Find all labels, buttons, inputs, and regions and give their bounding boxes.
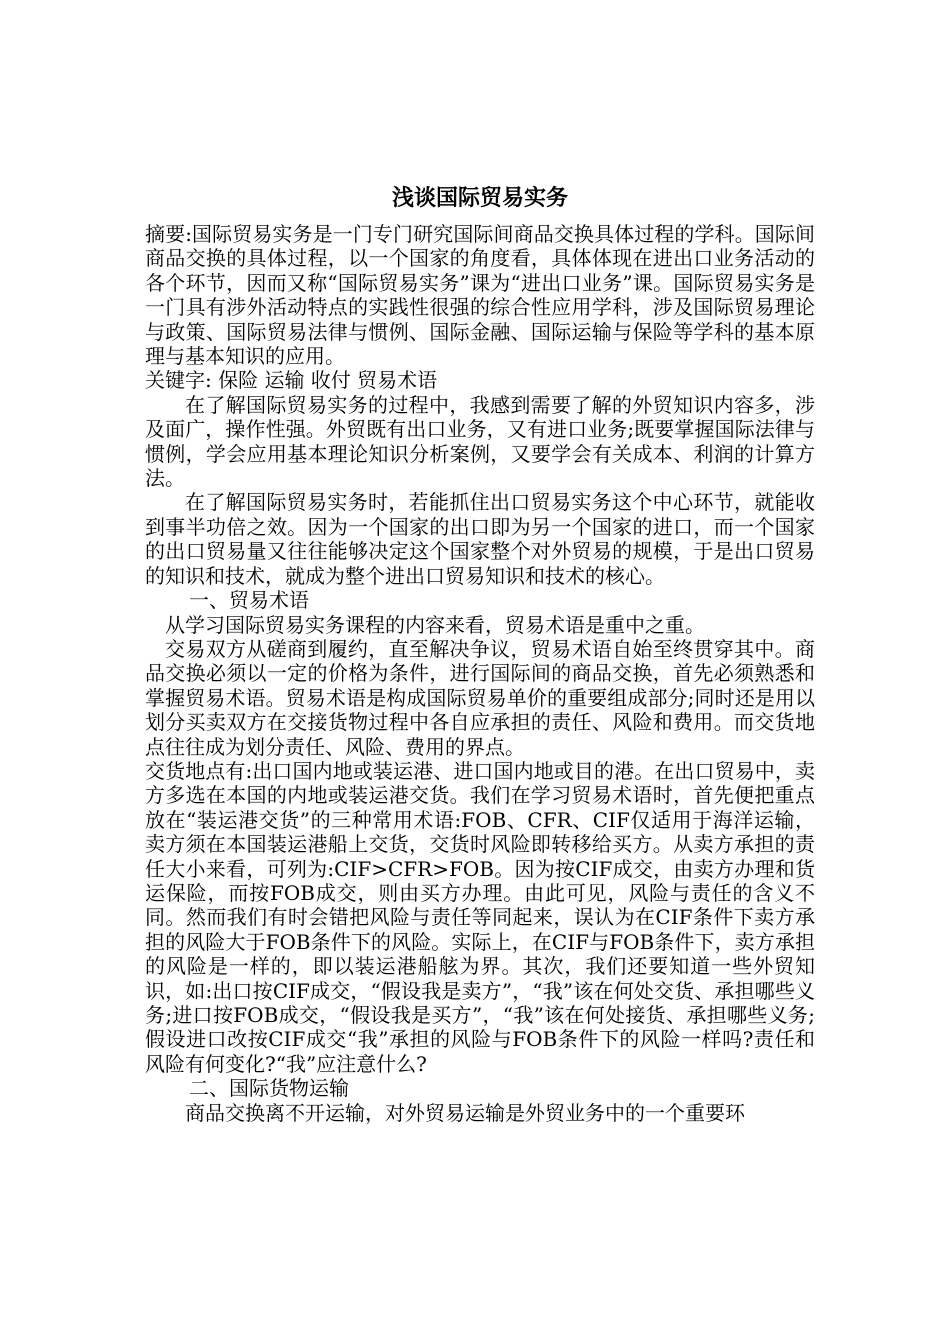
body-paragraph-1: 在了解国际贸易实务的过程中，我感到需要了解的外贸知识内容多，涉及面广，操作性强。外贸既有出口业务，又有进口业务;既要掌握国际法律与惯例，学会应用基本理论知识分析案例，又要学会有关成本、利润的计算方法。 [145, 392, 815, 491]
body-paragraph-5: 交货地点有:出口国内地或装运港、进口国内地或目的港。在出口贸易中，卖方多选在本国的内地或装运港交货。我们在学习贸易术语时，首先便把重点放在“装运港交货”的三种常用术语:FOB、CFR、CIF仅适用于海洋运输，卖方须在本国装运港船上交货，交货时风险即转移给买方。从卖方承担的责任大小来看，可列为:CIF>CFR>FOB。因为按CIF成交，由卖方办理和货运保险，而按FOB成交，则由买方办理。由此可见，风险与责任的含义不同。然而我们有时会错把风险与责任等同起来，误认为在CIF条件下卖方承担的风险大于FOB条件下的风险。实际上，在CIF与FOB条件下，卖方承担的风险是一样的，即以装运港船舷为界。其次，我们还要知道一些外贸知识，如:出口按CIF成交，“假设我是卖方”，“我”该在何处交货、承担哪些义务;进口按FOB成交，“假设我是买方”，“我”该在何处接货、承担哪些义务;假设进口改按CIF成交“我”承担的风险与FOB条件下的风险一样吗?责任和风险有何变化?“我”应注意什么? [145, 758, 815, 1076]
document-title: 浅谈国际贸易实务 [391, 186, 568, 211]
document-body [145, 180, 815, 1125]
body-paragraph-4: 交易双方从磋商到履约，直至解决争议，贸易术语自始至终贯穿其中。商品交换必须以一定的价格为条件，进行国际间的商品交换，首先必须熟悉和掌握贸易术语。贸易术语是构成国际贸易单价的重要组成部分;同时还是用以划分买卖双方在交接货物过程中各自应承担的责任、风险和费用。而交货地点往往成为划分责任、风险、费用的界点。 [145, 636, 815, 759]
keywords-line: 关键字: 保险 运输 收付 贸易术语 [145, 368, 438, 393]
body-paragraph-3: 从学习国际贸易实务课程的内容来看，贸易术语是重中之重。 [165, 612, 705, 637]
abstract-paragraph: 摘要:国际贸易实务是一门专门研究国际间商品交换具体过程的学科。国际间商品交换的具体过程，以一个国家的角度看，具体体现在进出口业务活动的各个环节，因而又称“国际贸易实务”课为“进出口业务”课。国际贸易实务是一门具有涉外活动特点的实践性很强的综合性应用学科，涉及国际贸易理论与政策、国际贸易法律与惯例、国际金融、国际运输与保险等学科的基本原理与基本知识的应用。 [145, 222, 815, 369]
section-heading-1: 一、贸易术语 [189, 588, 309, 613]
section-heading-2: 二、国际货物运输 [189, 1076, 349, 1101]
body-paragraph-6: 商品交换离不开运输，对外贸易运输是外贸业务中的一个重要环 [185, 1100, 745, 1125]
body-paragraph-2: 在了解国际贸易实务时，若能抓住出口贸易实务这个中心环节，就能收到事半功倍之效。因为一个国家的出口即为另一个国家的进口，而一个国家的出口贸易量又往往能够决定这个国家整个对外贸易的规模，于是出口贸易的知识和技术，就成为整个进出口贸易知识和技术的核心。 [145, 490, 815, 588]
